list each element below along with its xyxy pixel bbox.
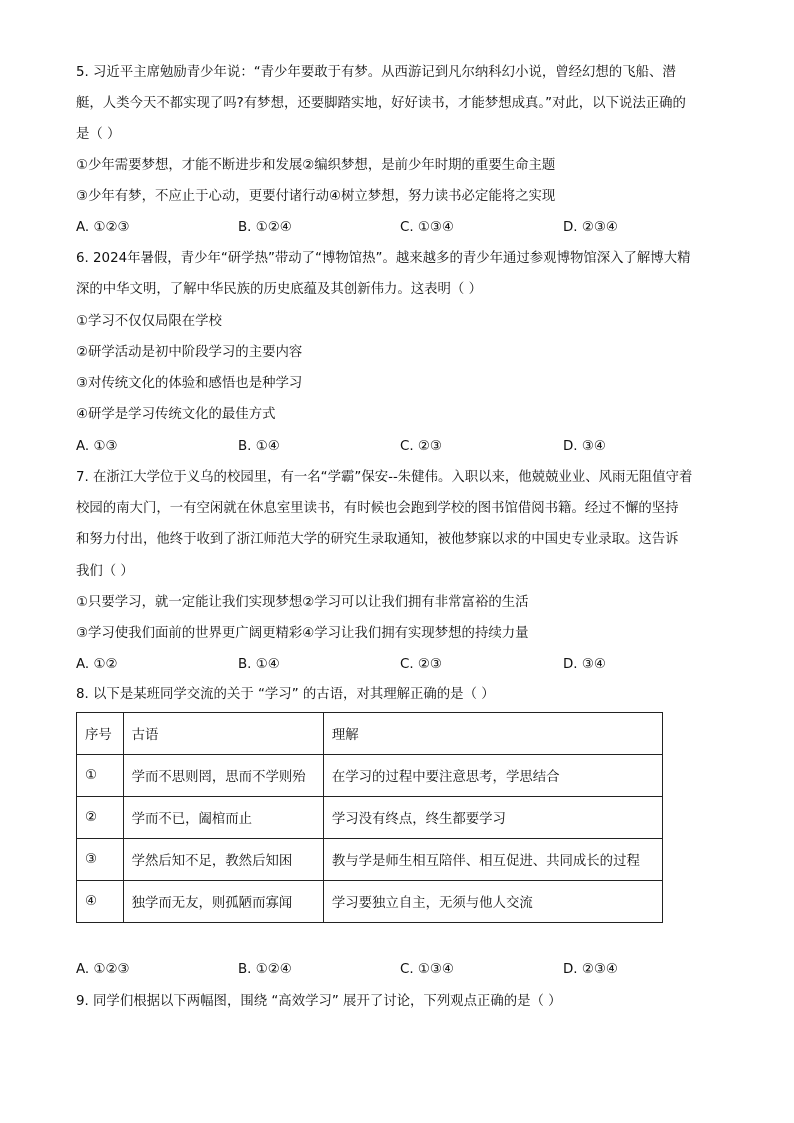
q5-option-b[interactable]: B. ①②④ [238, 220, 292, 235]
q5-option-c[interactable]: C. ①③④ [400, 220, 454, 235]
q6-options [76, 438, 726, 456]
q7-option-c[interactable]: C. ②③ [400, 657, 442, 672]
table-header-cell: 古语 [123, 713, 323, 755]
q8-option-a[interactable]: A. ①②③ [76, 962, 130, 977]
table-cell: 学习没有终点，终生都要学习 [323, 797, 662, 839]
table-cell: 学习要独立自主，无须与他人交流 [323, 881, 662, 923]
q7-stem-line-3: 和努力付出，他终于收到了浙江师范大学的研究生录取通知，被他梦寐以求的中国史专业录取。这告诉 [76, 532, 679, 547]
q6-option-b[interactable]: B. ①④ [238, 439, 280, 454]
table-cell: 学然后知不足，教然后知困 [123, 839, 323, 881]
table-cell: 在学习的过程中要注意思考，学思结合 [323, 755, 662, 797]
q5-option-a[interactable]: A. ①②③ [76, 220, 130, 235]
q8-option-b[interactable]: B. ①②④ [238, 962, 292, 977]
table-header-cell: 序号 [77, 713, 124, 755]
table-row [77, 797, 663, 839]
q8-option-d[interactable]: D. ②③④ [563, 962, 618, 977]
table-header-row [77, 713, 663, 755]
q7-stem-line-1: 7. 在浙江大学位于义乌的校园里，有一名“学霸”保安--朱健伟。入职以来，他兢兢业业、风雨无阻值守着 [76, 470, 693, 485]
table-cell: ③ [77, 839, 124, 881]
q5-statement-1: ①少年需要梦想，才能不断进步和发展②编织梦想，是前少年时期的重要生命主题 [76, 158, 556, 173]
q8-stem: 8. 以下是某班同学交流的关于 “学习” 的古语，对其理解正确的是（ ） [76, 687, 495, 702]
q6-statement-4: ④研学是学习传统文化的最佳方式 [76, 407, 276, 422]
q8-table [76, 712, 663, 923]
q6-statement-1: ①学习不仅仅局限在学校 [76, 314, 222, 329]
q5-stem-line-2: 艇，人类今天不都实现了吗?有梦想，还要脚踏实地，好好读书，才能梦想成真。”对此，以下说法正确的 [76, 96, 686, 111]
table-cell: ④ [77, 881, 124, 923]
q7-option-d[interactable]: D. ③④ [563, 657, 606, 672]
table-cell: 学而不思则罔，思而不学则殆 [123, 755, 323, 797]
q6-statement-3: ③对传统文化的体验和感悟也是种学习 [76, 376, 303, 391]
q7-stem-line-4: 我们（ ） [76, 564, 134, 579]
q7-options [76, 656, 726, 674]
table-cell: ① [77, 755, 124, 797]
table-cell: 独学而无友，则孤陋而寡闻 [123, 881, 323, 923]
table-header-cell: 理解 [323, 713, 662, 755]
q7-option-b[interactable]: B. ①④ [238, 657, 280, 672]
q5-option-d[interactable]: D. ②③④ [563, 220, 618, 235]
table-cell: 学而不已，阖棺而止 [123, 797, 323, 839]
q6-stem-line-2: 深的中华文明，了解中华民族的历史底蕴及其创新伟力。这表明（ ） [76, 282, 482, 297]
table-row [77, 839, 663, 881]
q6-stem-line-1: 6. 2024年暑假，青少年“研学热”带动了“博物馆热”。越来越多的青少年通过参观博物馆深入了解博大精 [76, 251, 691, 266]
q7-statement-2: ③学习使我们面前的世界更广阔更精彩④学习让我们拥有实现梦想的持续力量 [76, 626, 529, 641]
q6-option-c[interactable]: C. ②③ [400, 439, 442, 454]
table-row [77, 881, 663, 923]
q5-stem-line-1: 5. 习近平主席勉励青少年说：“青少年要敢于有梦。从西游记到凡尔纳科幻小说，曾经幻想的飞船、潜 [76, 65, 676, 80]
q9-stem: 9. 同学们根据以下两幅图，围绕 “高效学习” 展开了讨论，下列观点正确的是（ ） [76, 994, 562, 1009]
q5-statement-2: ③少年有梦，不应止于心动，更要付诸行动④树立梦想，努力读书必定能将之实现 [76, 189, 556, 204]
q7-statement-1: ①只要学习，就一定能让我们实现梦想②学习可以让我们拥有非常富裕的生活 [76, 595, 529, 610]
q5-stem-line-3: 是（ ） [76, 127, 121, 142]
q5-options [76, 219, 726, 237]
q6-statement-2: ②研学活动是初中阶段学习的主要内容 [76, 345, 303, 360]
table-cell: 教与学是师生相互陪伴、相互促进、共同成长的过程 [323, 839, 662, 881]
q7-stem-line-2: 校园的南大门，一有空闲就在休息室里读书，有时候也会跑到学校的图书馆借阅书籍。经过不懈的坚持 [76, 501, 679, 516]
q6-option-a[interactable]: A. ①③ [76, 439, 118, 454]
q6-option-d[interactable]: D. ③④ [563, 439, 606, 454]
table-cell: ② [77, 797, 124, 839]
q8-option-c[interactable]: C. ①③④ [400, 962, 454, 977]
table-row [77, 755, 663, 797]
q8-options [76, 961, 726, 979]
q7-option-a[interactable]: A. ①② [76, 657, 118, 672]
